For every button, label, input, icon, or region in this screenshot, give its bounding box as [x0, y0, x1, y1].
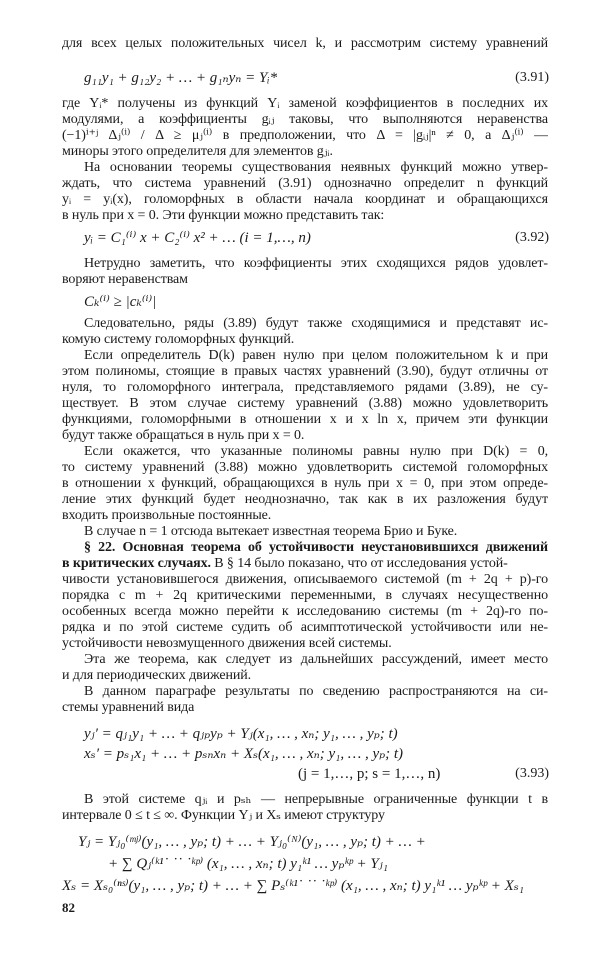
- text-line: этом полиномы, стоящие в правых частях уравнений (3.90), будут отличны от: [62, 364, 548, 379]
- text-line: особенных всегда можно перейти к исследованию системы (m + 2q)-го по-: [62, 604, 548, 619]
- equation-3-91: g₁₁y₁ + g₁₂y₂ + … + g₁ₙyₙ = Yᵢ*: [84, 70, 278, 86]
- page-number: 82: [62, 900, 75, 915]
- text-line: нуля, то голоморфного интеграла, представляемого рядами (3.89), не су-: [62, 380, 548, 395]
- equation-number: (3.92): [515, 230, 549, 245]
- equation-3-93-range: (j = 1,…, p; s = 1,…, n): [298, 766, 441, 782]
- text-line: рядка и по этой системе судить об асимптотической устойчивости или не-: [62, 620, 548, 635]
- text-line: миноры этого определителя для элементов gⱼᵢ.: [62, 144, 333, 159]
- text-line: Эта же теорема, как следует из дальнейших рассуждений, имеет место: [84, 652, 548, 667]
- text-line: модулями, а коэффициенты gᵢⱼ таковы, что выполняются неравенства: [62, 112, 548, 127]
- text-line: чивости установившегося движения, описываемого системой (m + 2q + p)-го: [62, 572, 548, 587]
- text-line: ществует. В этом случае систему уравнений (3.88) можно удовлетворить: [62, 396, 548, 411]
- text-line: Если определитель D(k) равен нулю при целом положительном k и при: [84, 348, 548, 363]
- text-line: Следовательно, ряды (3.89) будут также сходящимися и представят ис-: [84, 316, 548, 331]
- text-line: На основании теоремы существования неявных функций можно утвер-: [84, 160, 548, 175]
- inequality: Cₖ⁽ⁱ⁾ ≥ |cₖ⁽ⁱ⁾|: [84, 294, 157, 310]
- text-line: устойчивости невозмущенного движения всей системы.: [62, 636, 392, 651]
- text-line: в отношении x функций, обращающихся в нуль при x = 0, при этом опреде-: [62, 476, 548, 491]
- text-line: комую систему голоморфных функций.: [62, 332, 295, 347]
- text-line: функциями, голоморфными в отношении x и x ln x, причем эти функции: [62, 412, 548, 427]
- text-line: порядка с m + 2q критическими переменными, в случаях несущественно: [62, 588, 548, 603]
- text-line: для всех целых положительных чисел k, и рассмотрим систему уравнений: [62, 36, 548, 51]
- text-line: [62, 556, 548, 572]
- text-line: то систему уравнений (3.88) можно удовлетворить системой голоморфных: [62, 460, 548, 475]
- text-line: В этой системе qⱼᵢ и pₛₕ — непрерывные ограниченные функции t в: [84, 792, 548, 807]
- text-line: Нетрудно заметить, что коэффициенты этих сходящихся рядов удовлет-: [84, 256, 548, 271]
- text-line: воряют неравенствам: [62, 272, 188, 287]
- structure-Xs: Xₛ = Xₛ₀⁽ⁿˢ⁾(y₁, … , yₚ; t) + … + ∑ Pₛ⁽ᵏ¹˙ ˙˙ ˙ᵏᵖ⁾ (x₁, … , xₙ; t) y₁ᵏ¹ … yₚᵏᵖ + Xₛ₁: [62, 878, 525, 894]
- text-line: и для периодических движений.: [62, 668, 252, 683]
- text-line: интервале 0 ≤ t ≤ ∞. Функции Yⱼ и Xₛ имеют структуру: [62, 808, 385, 823]
- text-line: yᵢ = yᵢ(x), голоморфных в области начала координат и обращающихся: [62, 192, 548, 207]
- text-line: в нуль при x = 0. Эти функции можно представить так:: [62, 208, 385, 223]
- section-text: В § 14 было показано, что от исследования устой-: [210, 556, 508, 571]
- text-line: Если окажется, что указанные полиномы равны нулю при D(k) = 0,: [84, 444, 548, 459]
- equation-3-92: yᵢ = C₁⁽ⁱ⁾ x + C₂⁽ⁱ⁾ x² + … (i = 1,…, n): [84, 230, 311, 246]
- text-line: где Yᵢ* получены из функций Yᵢ заменой коэффициентов в последних их: [62, 96, 548, 111]
- structure-Yj: Yⱼ = Yⱼ₀⁽ᵐʲ⁾(y₁, … , yₚ; t) + … + Yⱼ₀⁽ᴺ⁾(y₁, … , yₚ; t) + … +: [78, 834, 426, 850]
- text-line: стемы уравнений вида: [62, 700, 195, 715]
- section-heading: § 22. Основная теорема об устойчивости неустановившихся движений: [84, 540, 548, 555]
- text-line: ждать, что система уравнений (3.91) однозначно определит n функций: [62, 176, 548, 191]
- text-line: (−1)ⁱ⁺ʲ Δⱼ⁽ⁱ⁾ / Δ ≥ μⱼ⁽ⁱ⁾ в предположении, что Δ = |gᵢⱼ|ⁿ ≠ 0, а Δⱼ⁽ⁱ⁾ —: [62, 128, 548, 143]
- text-line: В случае n = 1 отсюда вытекает известная теорема Брио и Буке.: [84, 524, 458, 539]
- structure-Yj-cont: + ∑ Qⱼ⁽ᵏ¹˙ ˙˙ ˙ᵏᵖ⁾ (x₁, … , xₙ; t) y₁ᵏ¹ … yₚᵏᵖ + Yⱼ₁: [108, 856, 388, 872]
- equation-3-93-line1: yⱼ′ = qⱼ₁y₁ + … + qⱼₚyₚ + Yⱼ(x₁, … , xₙ; y₁, … , yₚ; t): [84, 726, 398, 742]
- equation-3-93-line2: xₛ′ = pₛ₁x₁ + … + pₛₙxₙ + Xₛ(x₁, … , xₙ; y₁, … , yₚ; t): [84, 746, 404, 762]
- section-heading-cont: в критических случаях.: [62, 556, 211, 571]
- text-line: В данном параграфе результаты по сведению распространяются на си-: [84, 684, 548, 699]
- text-line: будут также обращаться в нуль при x = 0.: [62, 428, 305, 443]
- equation-number: (3.91): [515, 70, 549, 85]
- equation-number: (3.93): [515, 766, 549, 781]
- text-line: входить произвольные постоянные.: [62, 508, 272, 523]
- text-line: ление этих функций будет неоднозначно, так как в их разложения будут: [62, 492, 548, 507]
